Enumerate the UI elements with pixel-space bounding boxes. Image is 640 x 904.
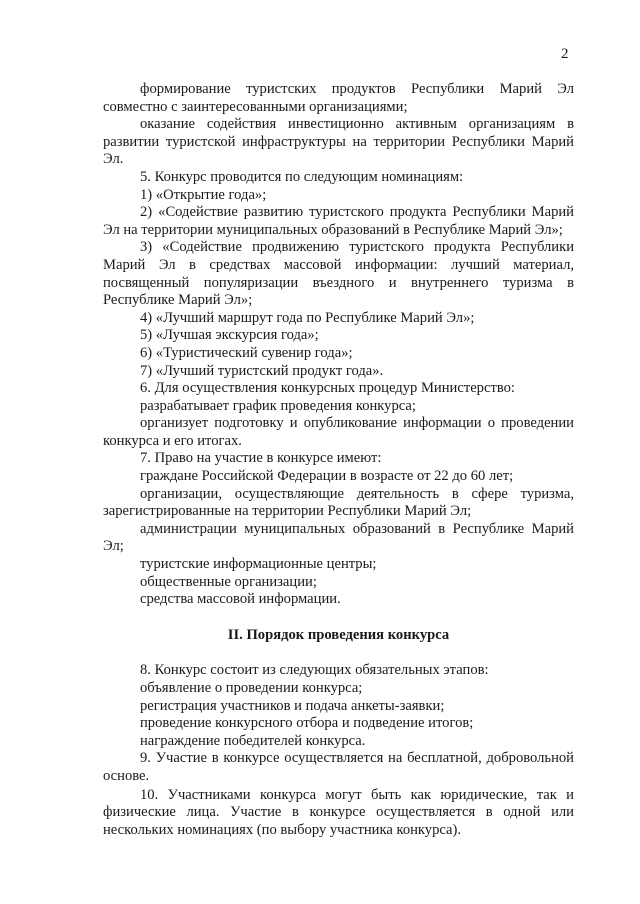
- list-item: 7) «Лучший туристский продукт года».: [140, 362, 384, 379]
- list-item: 6) «Туристический сувенир года»;: [140, 344, 353, 361]
- list-item: организует подготовку и опубликование информации о проведении конкурса и его итогах.: [103, 415, 574, 449]
- list-item: проведение конкурсного отбора и подведение итогов;: [140, 715, 474, 732]
- list-item: объявление о проведении конкурса;: [140, 680, 363, 696]
- list-item: 5) «Лучшая экскурсия года»;: [140, 327, 319, 344]
- paragraph: 6. Для осуществления конкурсных процедур Министерство:: [140, 380, 515, 397]
- list-item: 4) «Лучший маршрут года по Республике Марий Эл»;: [140, 309, 475, 326]
- paragraph: формирование туристских продуктов Республики Марий Эл совместно с заинтересованными организациями;: [103, 81, 574, 115]
- list-item: 1) «Открытие года»;: [140, 186, 267, 203]
- paragraph: 7. Право на участие в конкурсе имеют:: [140, 450, 382, 467]
- list-item: награждение победителей конкурса.: [140, 732, 366, 749]
- list-item: организации, осуществляющие деятельность в сфере туризма, зарегистрированные на территории Республики Марий Эл;: [103, 485, 574, 520]
- paragraph: 5. Конкурс проводится по следующим номинациям:: [140, 168, 464, 185]
- document-body: [103, 81, 574, 839]
- list-item: регистрация участников и подача анкеты-заявки;: [140, 697, 445, 714]
- paragraph: 10. Участниками конкурса могут быть как юридические, так и физические лица. Участие в конкурсе осуществляется в одной или нескольких номинациях (по выбору участника конкурса).: [103, 786, 574, 838]
- page-number: 2: [561, 46, 569, 62]
- list-item: разрабатывает график проведения конкурса;: [140, 397, 416, 414]
- paragraph: оказание содействия инвестиционно активным организациям в развитии туристской инфраструктуры на территории Республики Марий Эл.: [103, 116, 574, 168]
- paragraph: 9. Участие в конкурсе осуществляется на бесплатной, добровольной основе.: [103, 750, 574, 784]
- list-item: 2) «Содействие развитию туристского продукта Республики Марий Эл на территории муниципальных образований в Республике Марий Эл»;: [103, 204, 574, 238]
- paragraph: 8. Конкурс состоит из следующих обязательных этапов:: [140, 662, 489, 679]
- list-item: граждане Российской Федерации в возрасте от 22 до 60 лет;: [140, 468, 514, 485]
- list-item: общественные организации;: [140, 573, 317, 590]
- list-item: туристские информационные центры;: [140, 556, 377, 573]
- list-item: администрации муниципальных образований в Республике Марий Эл;: [103, 520, 574, 555]
- section-heading: II. Порядок проведения конкурса: [227, 626, 450, 643]
- list-item: 3) «Содействие продвижению туристского продукта Республики Марий Эл в средствах массовой информации: лучший материал, посвященный популяризации въездного и внутреннего туризма в Республике Марий Эл»;: [103, 239, 574, 309]
- list-item: средства массовой информации.: [140, 591, 341, 608]
